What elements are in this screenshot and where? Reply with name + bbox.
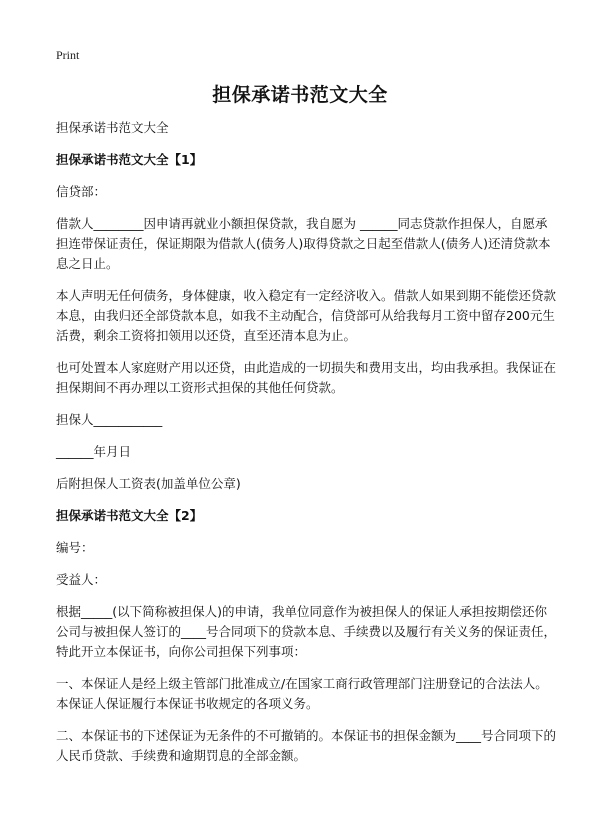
section-1-paragraph: 借款人________因申请再就业小额担保贷款，我自愿为 ______同志贷款作担保人，自愿承担连带保证责任，保证期限为借款人(债务人)取得贷款之日起至借款人(债务人)还清贷款本息之日止。 <box>56 216 551 271</box>
date-line: ______年月日 <box>56 444 132 459</box>
section-1-salutation: 信贷部： <box>56 184 107 199</box>
serial-number-line: 编号： <box>56 540 94 555</box>
section-2-paragraph: 根据_____(以下简称被担保人)的申请，我单位同意作为被担保人的保证人承担按期偿还你公司与被担保人签订的____号合同项下的贷款本息、手续费以及履行有关义务的保证责任，特此开立本保证书，向你公司担保下列事项： <box>56 604 557 659</box>
document-subtitle: 担保承诺书范文大全 <box>56 120 169 135</box>
section-1-heading: 担保承诺书范文大全【1】 <box>56 152 203 167</box>
section-2-paragraph: 一、本保证人是经上级主管部门批准成立/在国家工商行政管理部门注册登记的合法法人。本保证人保证履行本保证书收规定的各项义务。 <box>56 676 548 711</box>
print-link[interactable]: Print <box>56 48 80 62</box>
document-title: 担保承诺书范文大全 <box>212 84 388 106</box>
section-2-heading: 担保承诺书范文大全【2】 <box>56 508 203 523</box>
guarantor-signature-line: 担保人___________ <box>56 412 163 427</box>
document-body <box>56 118 556 778</box>
attachment-note: 后附担保人工资表(加盖单位公章) <box>56 476 241 491</box>
section-1-paragraph: 本人声明无任何债务，身体健康，收入稳定有一定经济收入。借款人如果到期不能偿还贷款本息，由我归还全部贷款本息，如我不主动配合，信贷部可从给我每月工资中留存200元生活费，剩余工资将扣领用以还贷，直至还清本息为止。 <box>56 288 557 343</box>
section-2-paragraph: 二、本保证书的下述保证为无条件的不可撤销的。本保证书的担保金额为____号合同项下的人民币贷款、手续费和逾期罚息的全部金额。 <box>56 728 557 763</box>
beneficiary-line: 受益人： <box>56 572 107 587</box>
section-1-paragraph: 也可处置本人家庭财产用以还贷，由此造成的一切损失和费用支出，均由我承担。我保证在担保期间不再办理以工资形式担保的其他任何贷款。 <box>56 360 557 395</box>
